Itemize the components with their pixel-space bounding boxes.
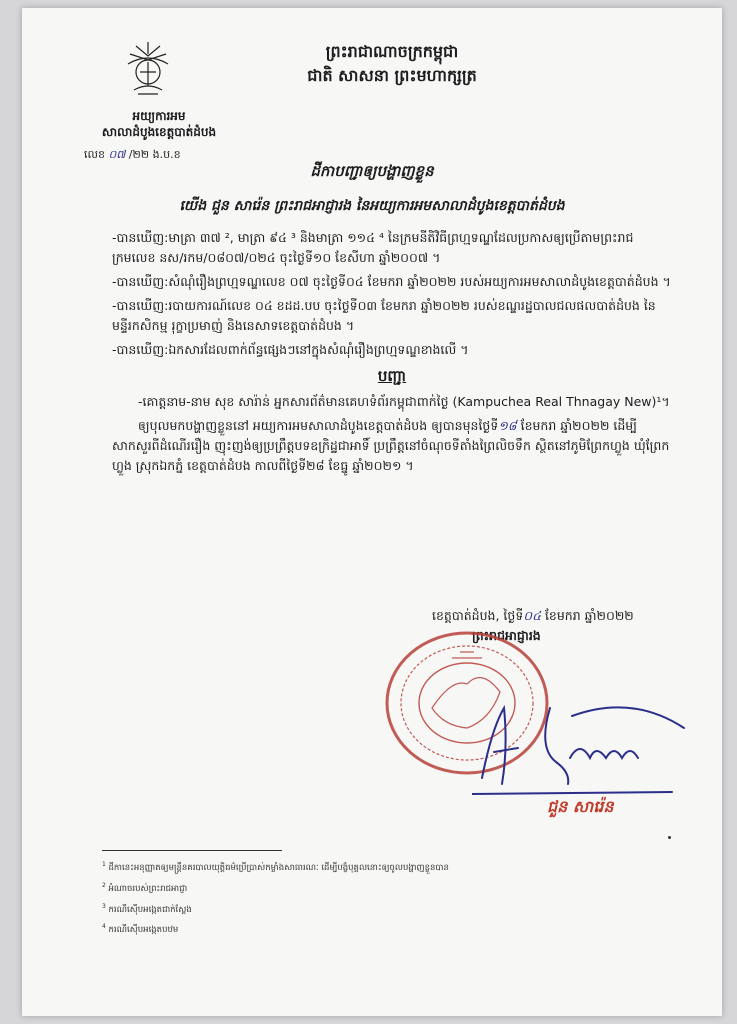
footnote-text: ករណីស៊ើបអង្កេតបឋម bbox=[108, 925, 179, 936]
ref-suffix: /២២ ង.ប.ខ bbox=[128, 148, 181, 161]
office-line-2: សាលាដំបូងខេត្តបាត់ដំបង bbox=[101, 125, 217, 139]
footnote-number: 1 bbox=[102, 861, 106, 868]
issuing-office bbox=[84, 108, 234, 140]
reference-number bbox=[84, 148, 181, 164]
footnote-3 bbox=[102, 898, 662, 919]
consideration-3: -បានឃើញ:របាយការណ៍លេខ ០៤ ខដដ.បប ចុះថ្ងៃទី០៣ ខែមករា ឆ្នាំ២០២២ របស់ខណ្ឌរដ្ឋបាលជលផលបាត់ដំបង នៃមន្ទីរកសិកម្ម រុក្ខាប្រមាញ់ និងនេសាទខេត្តបាត់ដំបង ។ bbox=[112, 298, 656, 333]
document-body bbox=[112, 228, 672, 480]
document-page bbox=[22, 8, 722, 1016]
footnote-divider bbox=[102, 850, 282, 851]
footnote-text: ដីកានេះអនុញ្ញាតឲ្យមន្ត្រីនគរបាលយុត្តិធម៌ប្រើប្រាស់កម្លាំងសាធារណៈ ដើម្បីបង្ខំបុគ្គលនោះឲ្យចូលបង្ហាញខ្លួនបាន bbox=[108, 862, 449, 873]
consideration-4: -បានឃើញ:ឯកសារដែលពាក់ព័ន្ធផ្សេងៗនៅក្នុងសំណុំរឿងព្រហ្មទណ្ឌខាងលើ ។ bbox=[112, 342, 469, 357]
footnote-1 bbox=[102, 856, 662, 877]
footnote-number: 4 bbox=[102, 923, 106, 931]
footnote-2 bbox=[102, 877, 662, 898]
office-line-1: អយ្យការអម bbox=[132, 109, 186, 123]
footnote-number: 3 bbox=[102, 902, 106, 910]
document-title: ដីកាបញ្ជាឲ្យបង្ហាញខ្លួន bbox=[310, 162, 434, 180]
footnote-4 bbox=[102, 918, 662, 939]
signer-title: ព្រះរាជអាជ្ញារង bbox=[472, 628, 541, 643]
signer-name: ជួន សារ៉េន bbox=[547, 797, 614, 816]
kingdom-line-1: ព្រះរាជាណាចក្រកម្ពុជា bbox=[325, 42, 459, 61]
date-rest: ខែមករា ឆ្នាំ២០២២ bbox=[540, 608, 634, 623]
footnote-number: 2 bbox=[102, 881, 106, 889]
summons-paragraph bbox=[112, 416, 672, 476]
royal-emblem-icon bbox=[122, 38, 174, 98]
issuer-statement: យើង ជួន សារ៉េន ព្រះរាជអាជ្ញារង នៃអយ្យការអមសាលាដំបូងខេត្តបាត់ដំបង bbox=[179, 198, 565, 214]
kingdom-line-2: ជាតិ សាសនា ព្រះមហាក្សត្រ bbox=[307, 66, 477, 85]
handwritten-signature-icon bbox=[472, 688, 692, 798]
summons-start: ឲ្យបុលមកបង្ហាញខ្លួននៅ អយ្យការអមសាលាដំបូងខេត្តបាត់ដំបង ឲ្យបានមុនថ្ងៃទី bbox=[138, 418, 499, 433]
order-heading: បញ្ជា bbox=[377, 367, 407, 385]
date-handwritten-day: ០៤ bbox=[523, 608, 541, 623]
ink-mark bbox=[668, 836, 671, 839]
date-prefix: ខេត្តបាត់ដំបង, ថ្ងៃទី bbox=[432, 608, 524, 623]
ref-handwritten-number: ០៧ bbox=[108, 148, 126, 161]
footnotes bbox=[102, 856, 662, 939]
footnote-text: ករណីស៊ើបអង្កេតជាក់ស្តែង bbox=[108, 904, 192, 915]
consideration-2: -បានឃើញ:សំណុំរឿងព្រហ្មទណ្ឌលេខ ០៧ ចុះថ្ងៃទី០៤ ខែមករា ឆ្នាំ២០២២ របស់អយ្យការអមសាលាដំបូងខេត្តបាត់ដំបង ។ bbox=[112, 274, 671, 289]
footnote-text: អំណាចរបស់ព្រះរាជអាជ្ញា bbox=[108, 883, 188, 894]
ref-prefix: លេខ bbox=[84, 148, 105, 161]
issue-date bbox=[432, 606, 692, 626]
kingdom-header bbox=[262, 40, 522, 88]
order-subject: -គោត្តនាម-នាម សុខ សារ៉ាន់ អ្នកសារព័ត៌មានគេហទំព័រកម្ពុជាពាក់ថ្ងៃ (Kampuchea Real Thnagay New)¹។ bbox=[138, 394, 670, 409]
summons-rest: ខែមករា ឆ្នាំ២០២២ ដើម្បីសាកសួរពីដំណើររឿង ញុះញង់ឲ្យប្រព្រឹត្តបទឧក្រិដ្ឋជាអាទិ៍ ប្រព្រឹត្តនៅចំណុចទីតាំងព្រៃលិចទឹក ស្ថិតនៅភូមិព្រែកហ្លួង ឃុំព្រែកហ្លួង ស្រុកឯកភ្នំ ខេត្តបាត់ដំបង កាលពីថ្ងៃទី២៨ ខែធ្នូ ឆ្នាំ២០២១ ។ bbox=[112, 418, 670, 473]
summons-handwritten-day: ១៨ bbox=[498, 418, 517, 433]
consideration-1: -បានឃើញ:មាត្រា ៣៧ ², មាត្រា ៩៤ ³ និងមាត្រា ១១៤ ⁴ នៃក្រមនីតិវិធីព្រហ្មទណ្ឌដែលប្រកាសឲ្យប្រើតាមព្រះរាជក្រមលេខ នស/រកម/០៨០៧/០២៤ ចុះថ្ងៃទី១០ ខែសីហា ឆ្នាំ២០០៧ ។ bbox=[112, 230, 634, 265]
